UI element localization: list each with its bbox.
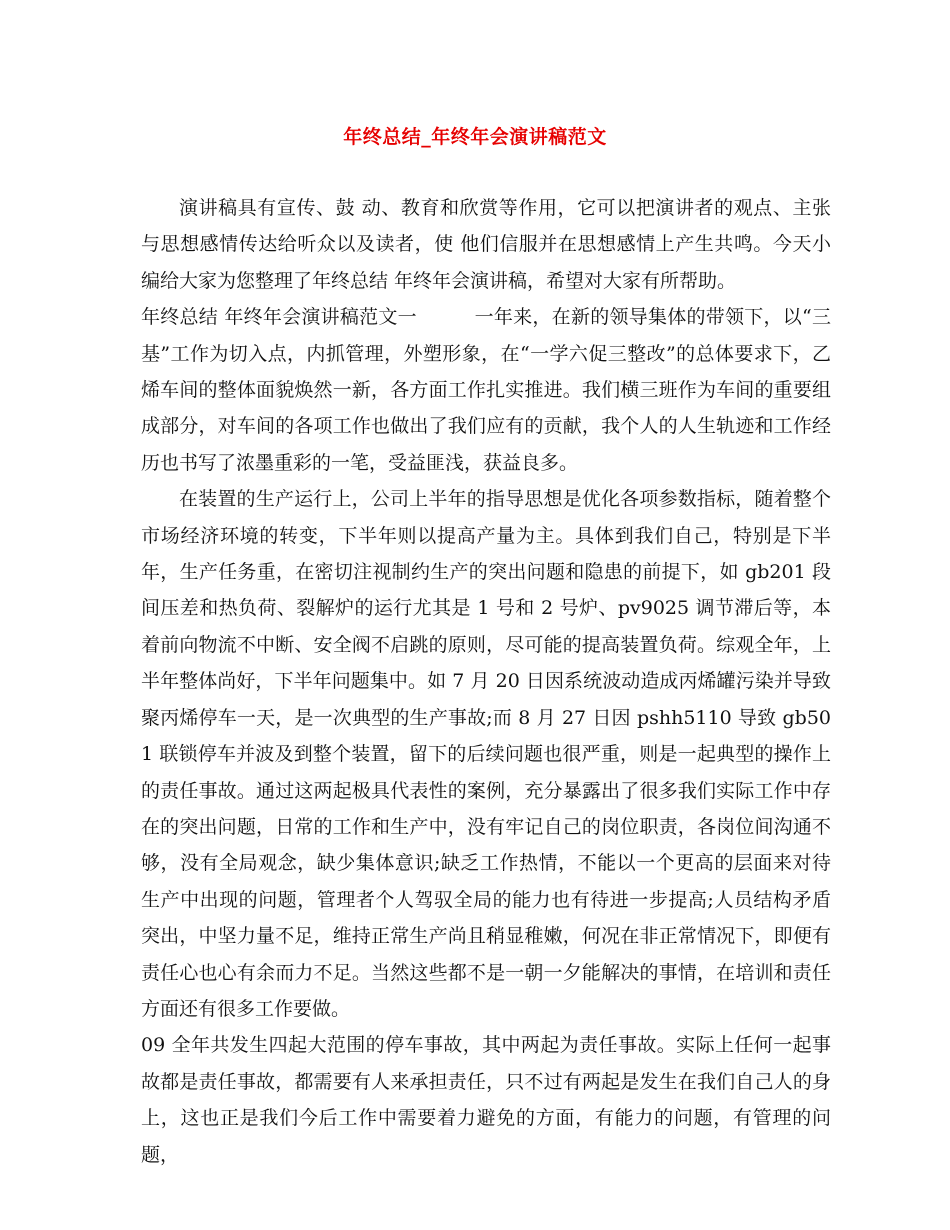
paragraph-section-one: 年终总结 年终年会演讲稿范文一 一年来，在新的领导集体的带领下，以“三基”工作为切入点，内抓管理，外塑形象，在“一学六促三整改”的总体要求下，乙烯车间的整体面貌焕然一新，各方面工作扎实推进。我们横三班作为车间的重要组成部分，对车间的各项工作也做出了我们应有的贡献，我个人的人生轨迹和工作经历也书写了浓墨重彩的一笔，受益匪浅，获益良多。 bbox=[141, 306, 831, 474]
paragraph-accidents: 09 全年共发生四起大范围的停车事故，其中两起为责任事故。实际上任何一起事故都是责任事故，都需要有人来承担责任，只不过有两起是发生在我们自己人的身上，这也正是我们今后工作中需要着力避免的方面，有能力的问题，有管理的问题， bbox=[141, 1034, 831, 1166]
document-body bbox=[141, 190, 831, 1173]
paragraph-intro: 演讲稿具有宣传、鼓 动、教育和欣赏等作用，它可以把演讲者的观点、主张与思想感情传达给听众以及读者，使 他们信服并在思想感情上产生共鸣。今天小编给大家为您整理了年终总结 年终年会演讲稿，希望对大家有所帮助。 bbox=[141, 197, 831, 292]
paragraph-production: 在装置的生产运行上，公司上半年的指导思想是优化各项参数指标，随着整个市场经济环境的转变，下半年则以提高产量为主。具体到我们自己，特别是下半年，生产任务重，在密切注视制约生产的突出问题和隐患的前提下，如 gb201 段间压差和热负荷、裂解炉的运行尤其是 1 号和 2 号炉、pv9025 调节滞后等，本着前向物流不中断、安全阀不启跳的原则，尽可能的提高装置负荷。综观全年，上半年整体尚好，下半年问题集中。如 7 月 20 日因系统波动造成丙烯罐污染并导致聚丙烯停车一天，是一次典型的生产事故;而 8 月 27 日因 pshh5110 导致 gb501 联锁停车并波及到整个装置，留下的后续问题也很严重，则是一起典型的操作上的责任事故。通过这两起极具代表性的案例，充分暴露出了很多我们实际工作中存在的突出问题，日常的工作和生产中，没有牢记自己的岗位职责，各岗位间沟通不够，没有全局观念，缺少集体意识;缺乏工作热情，不能以一个更高的层面来对待生产中出现的问题，管理者个人驾驭全局的能力也有待进一步提高;人员结构矛盾突出，中坚力量不足，维持正常生产尚且稍显稚嫩，何况在非正常情况下，即便有责任心也心有余而力不足。当然这些都不是一朝一夕能解决的事情，在培训和责任方面还有很多工作要做。 bbox=[141, 488, 831, 1020]
document-title: 年终总结_年终年会演讲稿范文 bbox=[343, 126, 607, 148]
